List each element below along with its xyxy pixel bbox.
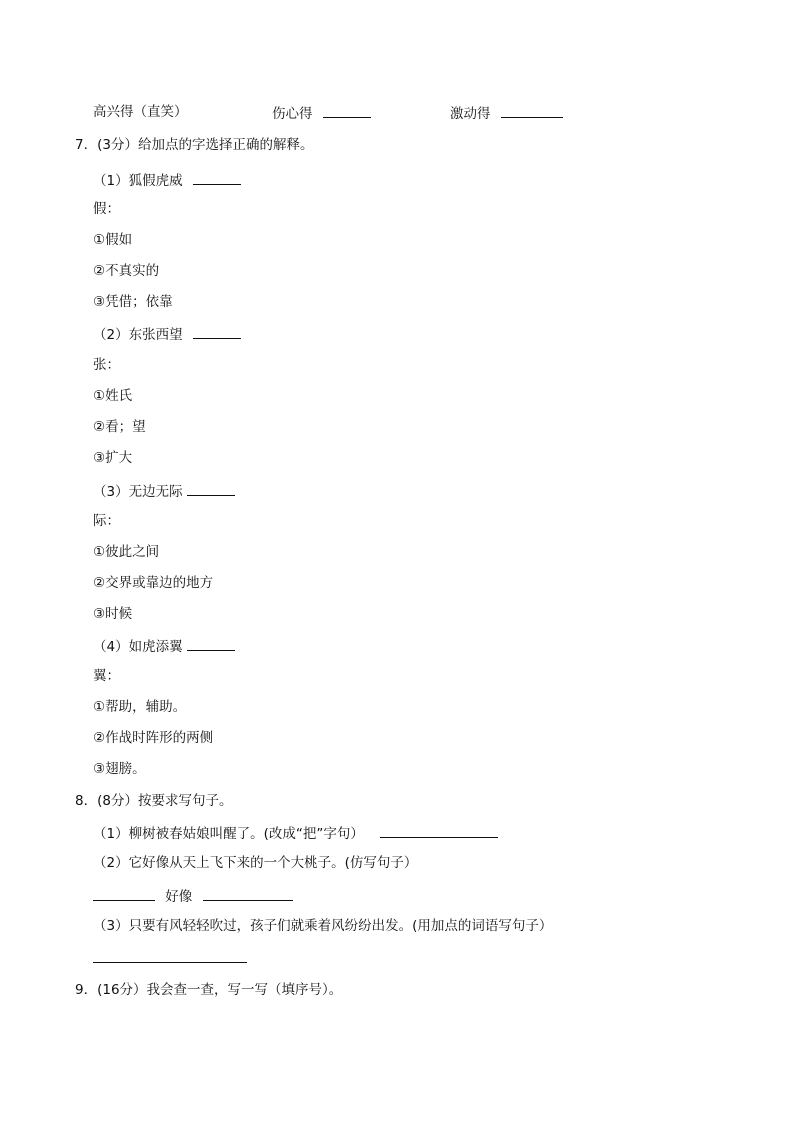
q6-item-2 — [272, 103, 371, 123]
question-8-header: 8．(8分）按要求写句子。 — [75, 793, 233, 809]
q7-sub-4 — [93, 636, 235, 656]
q8-sub-1 — [93, 823, 498, 843]
q8-sub-1-label: （1）柳树被春姑娘叫醒了。(改成“把”字句） — [93, 826, 364, 842]
q7-sub-1-option-3: ③凭借；依靠 — [93, 294, 173, 310]
question-9-header: 9．(16分）我会查一查，写一写（填序号）。 — [75, 982, 343, 998]
answer-blank[interactable] — [203, 886, 293, 901]
answer-blank[interactable] — [187, 481, 235, 496]
q7-sub-1-label: （1）狐假虎威 — [93, 173, 183, 189]
answer-blank[interactable] — [93, 948, 247, 963]
q8-sub-3-answer-line — [93, 948, 247, 968]
q6-item-3 — [450, 103, 563, 123]
question-7-header: 7．(3分）给加点的字选择正确的解释。 — [75, 137, 314, 153]
answer-blank[interactable] — [187, 636, 235, 651]
q7-sub-3-label: （3）无边无际 — [93, 484, 183, 500]
q7-sub-3-option-2: ②交界或靠边的地方 — [93, 575, 214, 591]
q7-sub-1-option-1: ①假如 — [93, 232, 133, 248]
answer-blank[interactable] — [93, 886, 155, 901]
q8-sub-2-answer-line — [93, 886, 293, 906]
q7-sub-2-option-1: ①姓氏 — [93, 388, 133, 404]
answer-blank[interactable] — [380, 823, 498, 838]
q8-sub-3: （3）只要有风轻轻吹过，孩子们就乘着风纷纷出发。(用加点的词语写句子） — [93, 918, 553, 934]
q6-item-1: 高兴得（直笑） — [93, 104, 188, 120]
q7-sub-2 — [93, 324, 241, 344]
q6-item-3-label: 激动得 — [450, 106, 491, 122]
q7-sub-1 — [93, 170, 241, 190]
q7-sub-3-char: 际： — [93, 513, 120, 529]
q7-sub-4-option-3: ③翅膀。 — [93, 761, 146, 777]
answer-blank[interactable] — [323, 103, 371, 118]
q7-sub-1-char: 假： — [93, 201, 120, 217]
q7-sub-2-option-3: ③扩大 — [93, 450, 133, 466]
q7-sub-2-label: （2）东张西望 — [93, 327, 183, 343]
q7-sub-4-option-2: ②作战时阵形的两侧 — [93, 730, 214, 746]
q7-sub-2-char: 张： — [93, 357, 120, 373]
q7-sub-3 — [93, 481, 235, 501]
q7-sub-1-option-2: ②不真实的 — [93, 263, 160, 279]
q6-item-2-label: 伤心得 — [272, 106, 313, 122]
q7-sub-4-char: 翼： — [93, 668, 120, 684]
q7-sub-3-option-1: ①彼此之间 — [93, 544, 160, 560]
answer-blank[interactable] — [193, 324, 241, 339]
answer-blank[interactable] — [501, 103, 563, 118]
q7-sub-2-option-2: ②看；望 — [93, 419, 146, 435]
answer-blank[interactable] — [193, 170, 241, 185]
q8-sub-2: （2）它好像从天上飞下来的一个大桃子。(仿写句子） — [93, 855, 418, 871]
q7-sub-3-option-3: ③时候 — [93, 606, 133, 622]
q7-sub-4-option-1: ①帮助，辅助。 — [93, 699, 187, 715]
q7-sub-4-label: （4）如虎添翼 — [93, 639, 183, 655]
q8-sub-2-middle-word: 好像 — [165, 889, 193, 905]
